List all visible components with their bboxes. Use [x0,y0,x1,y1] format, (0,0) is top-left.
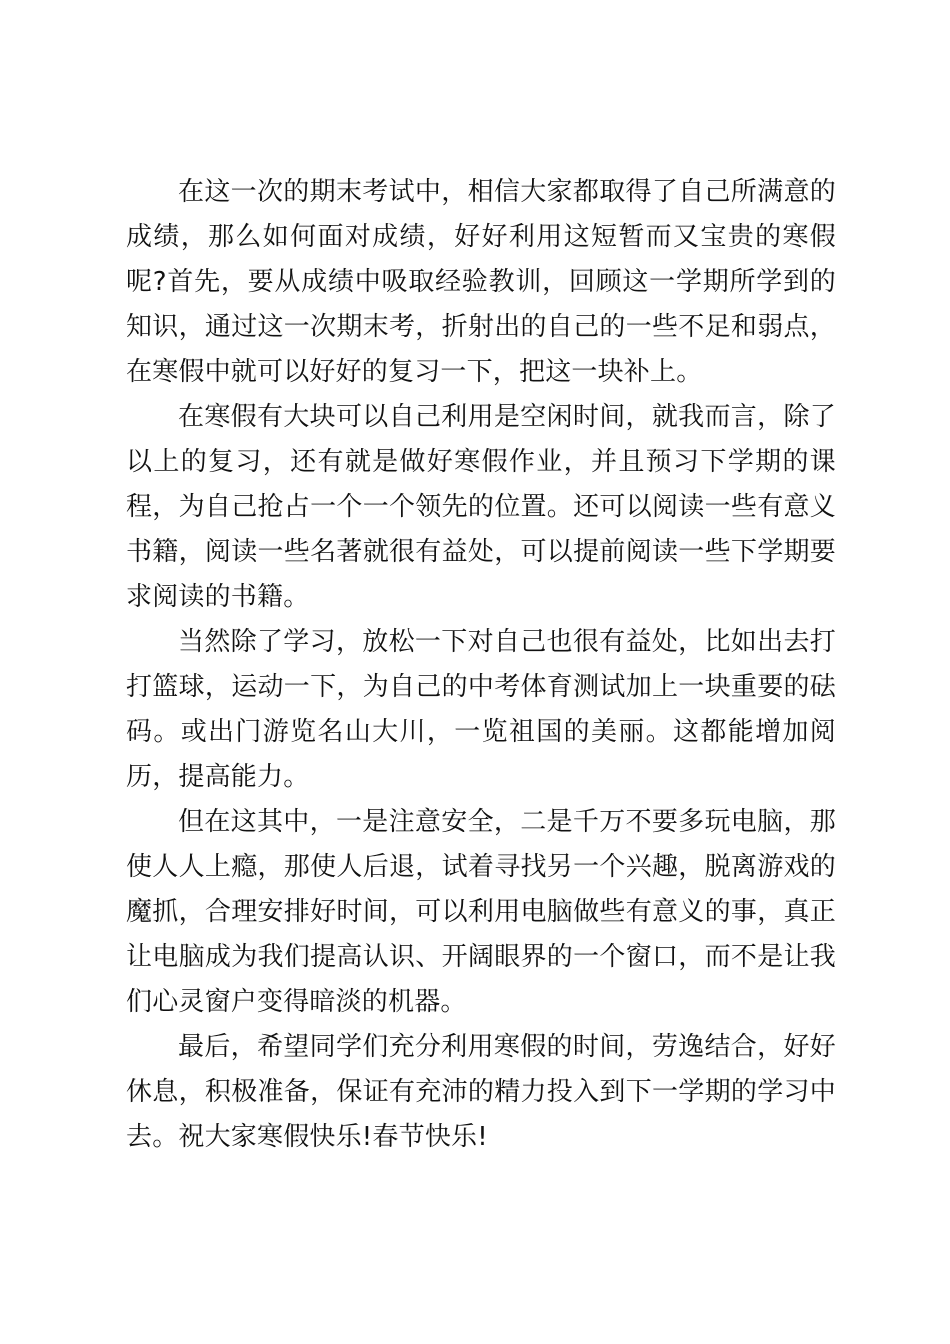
paragraph-2: 在寒假有大块可以自己利用是空闲时间，就我而言，除了以上的复习，还有就是做好寒假作业，并且预习下学期的课程，为自己抢占一个一个领先的位置。还可以阅读一些有意义书籍，阅读一些名著就很有益处，可以提前阅读一些下学期要求阅读的书籍。 [126,402,836,612]
paragraph-4: 但在这其中，一是注意安全，二是千万不要多玩电脑，那使人人上瘾，那使人后退，试着寻找另一个兴趣，脱离游戏的魔抓，合理安排好时间，可以利用电脑做些有意义的事，真正让电脑成为我们提高认识、开阔眼界的一个窗口，而不是让我们心灵窗户变得暗淡的机器。 [126,807,836,1017]
document-body [126,170,836,1160]
paragraph-3: 当然除了学习，放松一下对自己也很有益处，比如出去打打篮球，运动一下，为自己的中考体育测试加上一块重要的砝码。或出门游览名山大川，一览祖国的美丽。这都能增加阅历，提高能力。 [126,627,836,792]
paragraph-5: 最后，希望同学们充分利用寒假的时间，劳逸结合，好好休息，积极准备，保证有充沛的精力投入到下一学期的学习中去。祝大家寒假快乐!春节快乐! [126,1032,836,1152]
paragraph-1: 在这一次的期末考试中，相信大家都取得了自己所满意的成绩，那么如何面对成绩，好好利用这短暂而又宝贵的寒假呢?首先，要从成绩中吸取经验教训，回顾这一学期所学到的知识，通过这一次期末考，折射出的自己的一些不足和弱点，在寒假中就可以好好的复习一下，把这一块补上。 [126,177,836,387]
